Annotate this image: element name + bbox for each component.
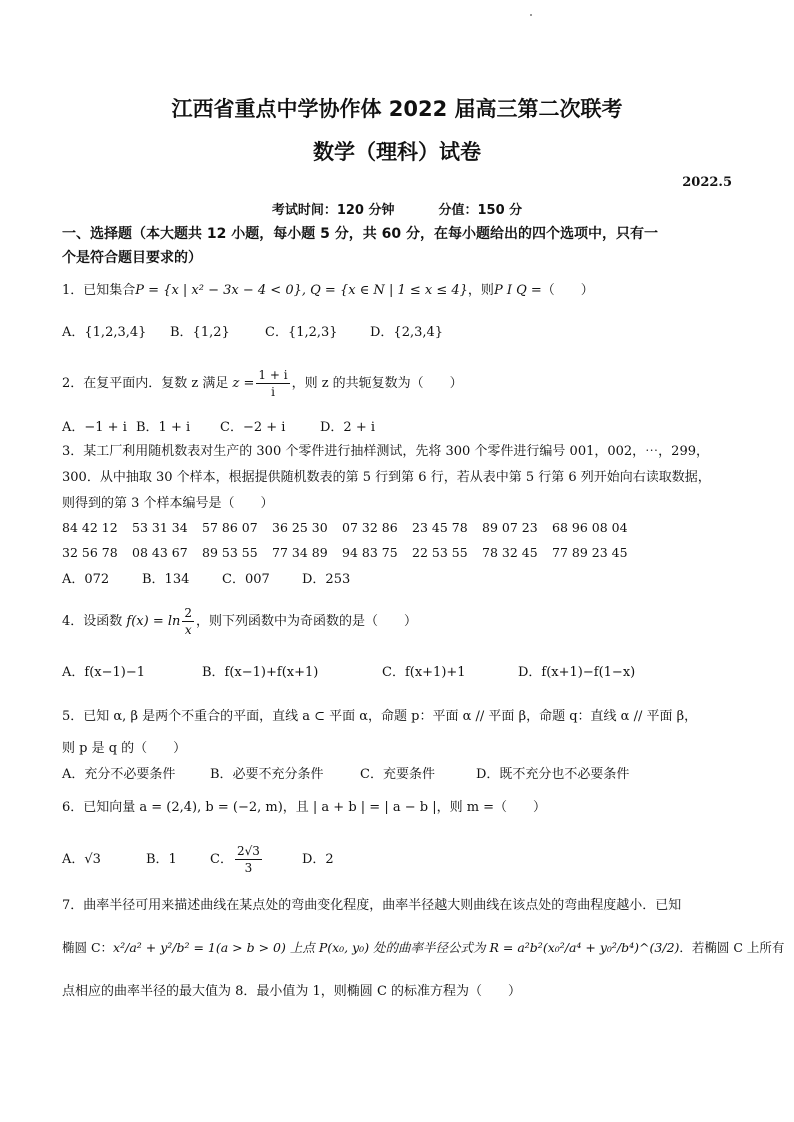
row5-cell: 84 42 12 [62,520,118,535]
q4-option-d: D．f(x+1)−f(1−x) [518,665,636,680]
question-4 [62,604,742,640]
q2-text-a: 2．在复平面内．复数 z 满足 [62,376,229,391]
row5-cell: 07 32 86 [342,520,398,535]
q5-option-a: A．充分不必要条件 [62,767,176,782]
q1-option-a: A．{1,2,3,4} [62,325,147,340]
q5-options [62,765,742,785]
q7-line2-a: 椭圆 C： [62,940,114,955]
q3-options [62,570,742,590]
q6-optc-num: 2√3 [236,844,260,858]
q6-optc-den: 3 [244,861,253,875]
q2-fraction [256,367,289,400]
random-table-row5 [62,520,642,535]
q6-option-b: B．1 [146,852,177,867]
q1-text-a: 1．已知集合 [62,283,136,298]
q5-option-b: B．必要不充分条件 [210,767,324,782]
row5-cell: 36 25 30 [272,520,328,535]
exam-info [0,199,794,218]
q5-option-c: C．充要条件 [360,767,435,782]
row6-cell: 89 53 55 [202,545,258,560]
q4-option-c: C．f(x+1)+1 [382,665,466,680]
q2-option-d: D．2 + i [320,420,376,435]
row5-cell: 53 31 34 [132,520,188,535]
exam-score: 分值：150 分 [438,203,523,218]
q6-options [62,842,742,878]
q4-fraction [182,605,194,638]
q1-options [62,323,742,343]
q1-math-a: P = {x | x² − 3x − 4 < 0}, Q = {x ∈ N | 1 ≤ x ≤ 4} [135,283,468,298]
q4-option-b: B．f(x−1)+f(x+1) [202,665,319,680]
q6-option-c-fraction [235,843,262,876]
q5-option-d: D．既不充分也不必要条件 [476,767,630,782]
q2-text-b: ，则 z 的共轭复数为（ ） [291,376,463,391]
row5-cell: 89 07 23 [482,520,538,535]
question-2 [62,366,742,402]
q4-frac-den: x [184,623,192,637]
q7-line2-c: ．若椭圆 C 上所有 [679,940,785,955]
row6-cell: 22 53 55 [412,545,468,560]
row5-cell: 68 96 08 04 [552,520,628,535]
q4-text-a: 4．设函数 [62,614,123,629]
q1-option-d: D．{2,3,4} [370,325,444,340]
q5-line1: 5．已知 α, β 是两个不重合的平面，直线 a ⊂ 平面 α，命题 p：平面 α // 平面 β，命题 q：直线 α // 平面 β， [62,709,698,724]
q6-option-d: D．2 [302,852,334,867]
q2-options [62,418,742,438]
q4-option-a: A．f(x−1)−1 [62,665,146,680]
q3-option-b: B．134 [142,572,190,587]
q7-line1: 7．曲率半径可用来描述曲线在某点处的弯曲变化程度，曲率半径越大则曲线在该点处的弯曲程度越小．已知 [62,898,682,913]
q5-line2: 则 p 是 q 的（ ） [62,741,187,756]
row5-cell: 23 45 78 [412,520,468,535]
q6-option-c: C． $\frac{2√3}{3}$ [210,844,260,875]
exam-subtitle: 数学（理科）试卷 [313,140,481,164]
q2-frac-den: i [271,385,275,399]
row6-cell: 32 56 78 [62,545,118,560]
section-heading [62,222,742,270]
row6-cell: 08 43 67 [132,545,188,560]
exam-title: 江西省重点中学协作体 2022 届高三第二次联考 [171,97,623,121]
q2-math-lhs: z = [232,376,255,391]
q4-text-b: ，则下列函数中为奇函数的是（ ） [196,614,418,629]
row6-cell: 77 34 89 [272,545,328,560]
row5-cell: 57 86 07 [202,520,258,535]
q7-line2 [62,938,785,958]
q2-option-a: A．−1 + i [62,420,127,435]
q3-line3: 则得到的第 3 个样本编号是（ ） [62,496,274,511]
q3-option-a: A．072 [62,572,110,587]
question-1 [62,281,742,301]
exam-time: 考试时间：120 分钟 [271,203,395,218]
q1-text-c: （ ） [541,283,594,298]
section-heading-line1: 一、选择题（本大题共 12 小题，每小题 5 分，共 60 分，在每小题给出的四个选项中，只有一 [62,226,658,242]
q7-line3: 点相应的曲率半径的最大值为 8．最小值为 1，则椭圆 C 的标准方程为（ ） [62,984,522,999]
q2-option-b: B．1 + i [136,420,191,435]
q3-option-c: C．007 [222,572,270,587]
q3-option-d: D．253 [302,572,351,587]
q1-text-b: ，则 [467,283,494,298]
random-table-row6 [62,545,642,560]
q4-math-lhs: f(x) = ln [126,614,181,629]
q4-frac-num: 2 [184,606,193,620]
q1-option-c: C．{1,2,3} [265,325,338,340]
q7-line2-b: x²/a² + y²/b² = 1(a > b > 0) 上点 P(x₀, y₀) 处的曲率半径公式为 R = a²b²(x₀²/a⁴ + y₀²/b⁴)^(3/2) [113,940,680,955]
scan-speck [530,14,532,16]
row6-cell: 77 89 23 45 [552,545,628,560]
exam-date: 2022.5 [682,175,732,190]
q1-math-b: P I Q = [493,283,542,298]
q3-line2: 300．从中抽取 30 个样本，根据提供随机数表的第 5 行到第 6 行，若从表中第 5 行第 6 列开始向右读取数据， [62,470,711,485]
q4-options [62,663,742,683]
row6-cell: 78 32 45 [482,545,538,560]
q6-text: 6．已知向量 a = (2,4), b = (−2, m)，且 | a + b | = | a − b |，则 m =（ ） [62,800,547,815]
section-heading-line2: 个是符合题目要求的） [62,250,202,266]
q1-option-b: B．{1,2} [170,325,230,340]
q2-option-c: C．−2 + i [220,420,286,435]
row6-cell: 94 83 75 [342,545,398,560]
q3-line1: 3．某工厂利用随机数表对生产的 300 个零件进行抽样测试，先将 300 个零件进行编号 001，002，⋯，299， [62,444,709,459]
q6-option-a: A．√3 [62,852,101,867]
q2-frac-num: 1 + i [258,368,288,382]
